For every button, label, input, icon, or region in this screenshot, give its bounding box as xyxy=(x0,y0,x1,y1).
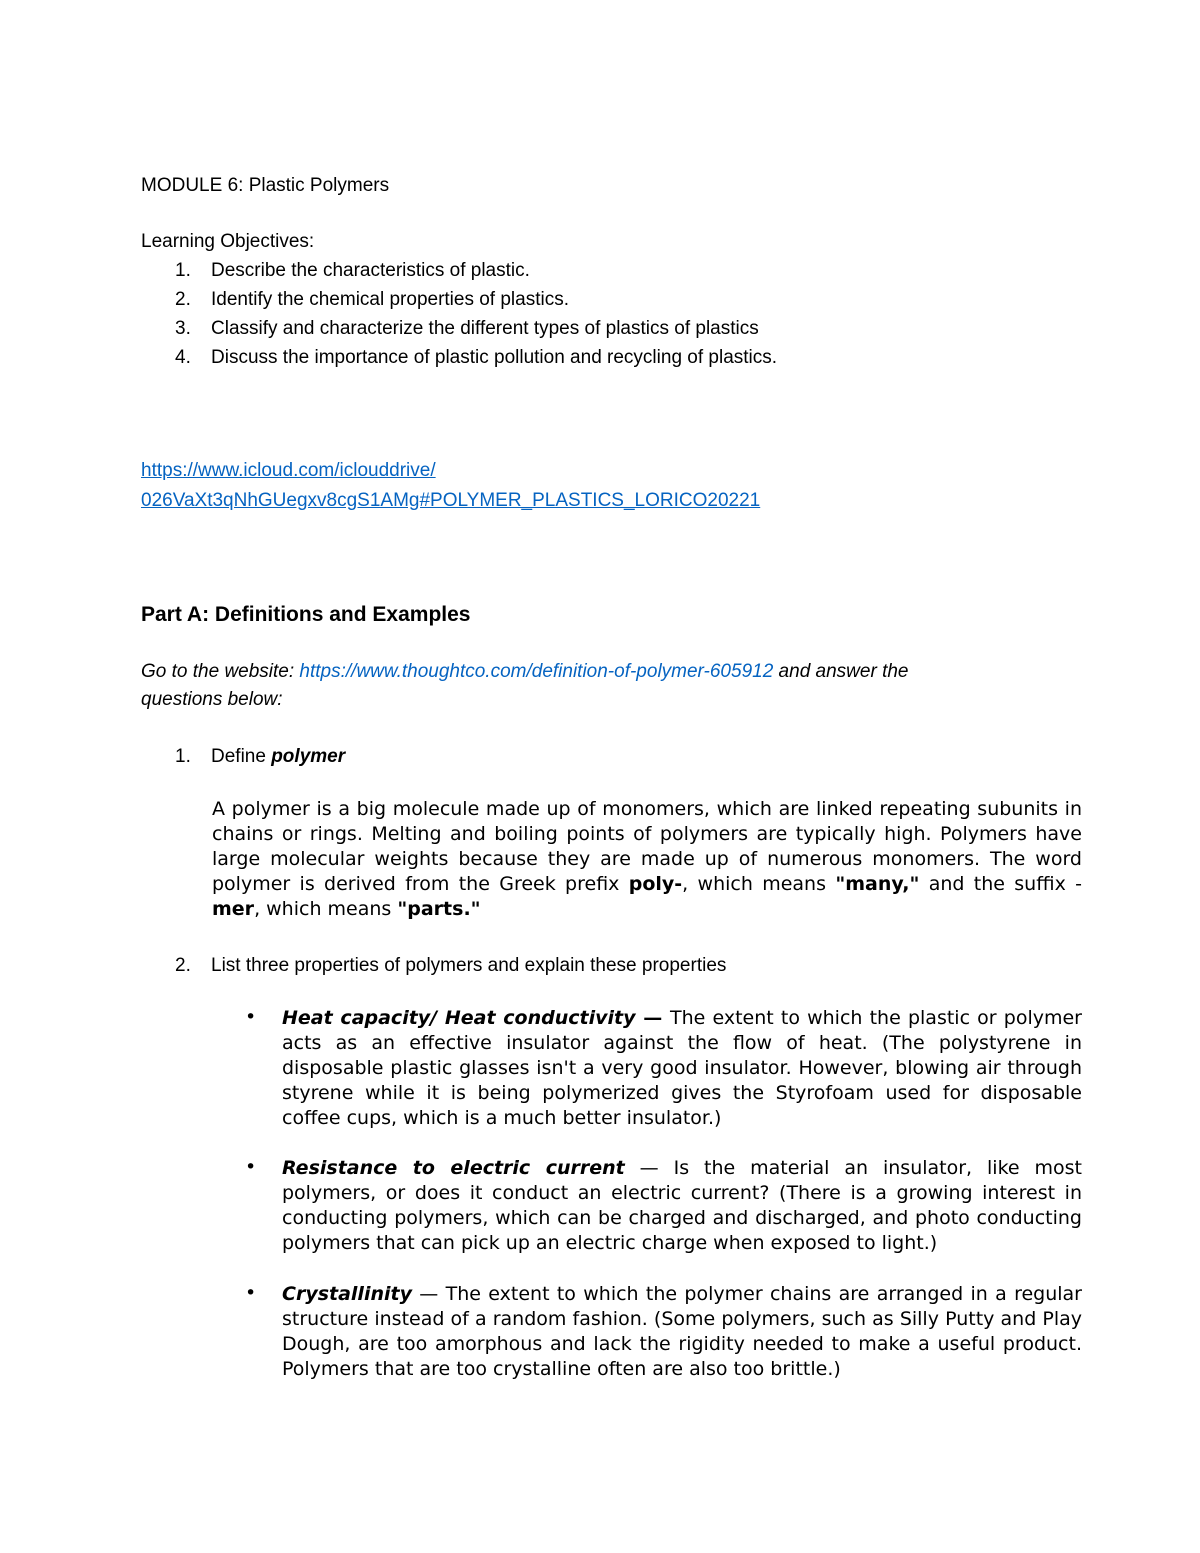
question-number: 1. xyxy=(175,746,191,767)
part-a-heading: Part A: Definitions and Examples xyxy=(141,603,471,626)
polymer-definition-answer xyxy=(212,797,1082,922)
property-dash: — xyxy=(635,1007,670,1029)
instruction-suffix: and answer the xyxy=(773,661,909,682)
icloud-link-line1[interactable]: https://www.icloud.com/iclouddrive/ xyxy=(141,460,436,481)
property-term: Heat capacity/ Heat conductivity xyxy=(282,1007,636,1029)
question-1-term: polymer xyxy=(271,746,346,767)
objective-number: 4. xyxy=(175,347,191,368)
bullet-icon: • xyxy=(245,1156,257,1178)
parts-term: "parts." xyxy=(397,898,481,920)
question-2-label: List three properties of polymers and explain these properties xyxy=(211,955,727,976)
question-1-text: Define xyxy=(211,746,272,767)
objective-item: Discuss the importance of plastic pollution and recycling of plastics. xyxy=(211,347,778,368)
mer-suffix: mer xyxy=(212,898,255,920)
property-bullet xyxy=(282,1006,1082,1131)
instruction-line1 xyxy=(141,661,908,683)
icloud-link-line2[interactable]: 026VaXt3qNhGUegxv8cgS1AMg#POLYMER_PLASTICS_LORICO20221 xyxy=(141,490,761,511)
bullet-icon: • xyxy=(245,1282,257,1304)
objective-item: Identify the chemical properties of plastics. xyxy=(211,289,570,310)
property-bullet xyxy=(282,1282,1082,1382)
property-term: Resistance to electric current xyxy=(282,1157,625,1179)
question-number: 2. xyxy=(175,955,191,976)
property-text: The extent to which the plastic or polymer acts as an effective insulator against the flow of heat. (The polystyrene in disposable plastic glasses isn't a very good insulator. However, blowing air through styrene while it is being polymerized gives the Styrofoam used for disposable coffee cups, which is a much better insulator.) xyxy=(282,1007,1082,1129)
answer-text: and the suffix - xyxy=(919,873,1083,895)
property-term: Crystallinity xyxy=(282,1283,412,1305)
poly-prefix: poly- xyxy=(628,873,683,895)
module-title: MODULE 6: Plastic Polymers xyxy=(141,175,390,196)
property-dash: — xyxy=(411,1283,446,1305)
instruction-prefix: Go to the website: xyxy=(141,661,300,682)
objective-number: 3. xyxy=(175,318,191,339)
objectives-heading: Learning Objectives: xyxy=(141,231,315,252)
objective-item: Classify and characterize the different types of plastics of plastics xyxy=(211,318,759,339)
thoughtco-link[interactable]: https://www.thoughtco.com/definition-of-polymer-605912 xyxy=(299,661,774,682)
objective-item: Describe the characteristics of plastic. xyxy=(211,260,530,281)
answer-text: , which means xyxy=(254,898,398,920)
objective-number: 2. xyxy=(175,289,191,310)
property-dash: — xyxy=(624,1157,674,1179)
question-1-label xyxy=(211,746,345,768)
property-bullet xyxy=(282,1156,1082,1256)
objective-number: 1. xyxy=(175,260,191,281)
answer-text: , which means xyxy=(682,873,836,895)
property-text: The extent to which the polymer chains are arranged in a regular structure instead of a random fashion. (Some polymers, such as Silly Putty and Play Dough, are too amorphous and lack the rigidity needed to make a useful product. Polymers that are too crystalline often are also too brittle.) xyxy=(282,1283,1082,1380)
property-text: Is the material an insulator, like most polymers, or does it conduct an electric current? (There is a growing interest in conducting polymers, which can be charged and discharged, and photo conducting polymers that can pick up an electric charge when exposed to light.) xyxy=(282,1157,1082,1254)
answer-text: A polymer is a big molecule made up of monomers, which are linked repeating subunits in chains or rings. Melting and boiling points of polymers are typically high. Polymers have large molecular weights because they are made up of numerous monomers. The word polymer is derived from the Greek prefix xyxy=(212,798,1082,895)
instruction-line2: questions below: xyxy=(141,689,283,710)
many-term: "many," xyxy=(835,873,920,895)
bullet-icon: • xyxy=(245,1006,257,1028)
